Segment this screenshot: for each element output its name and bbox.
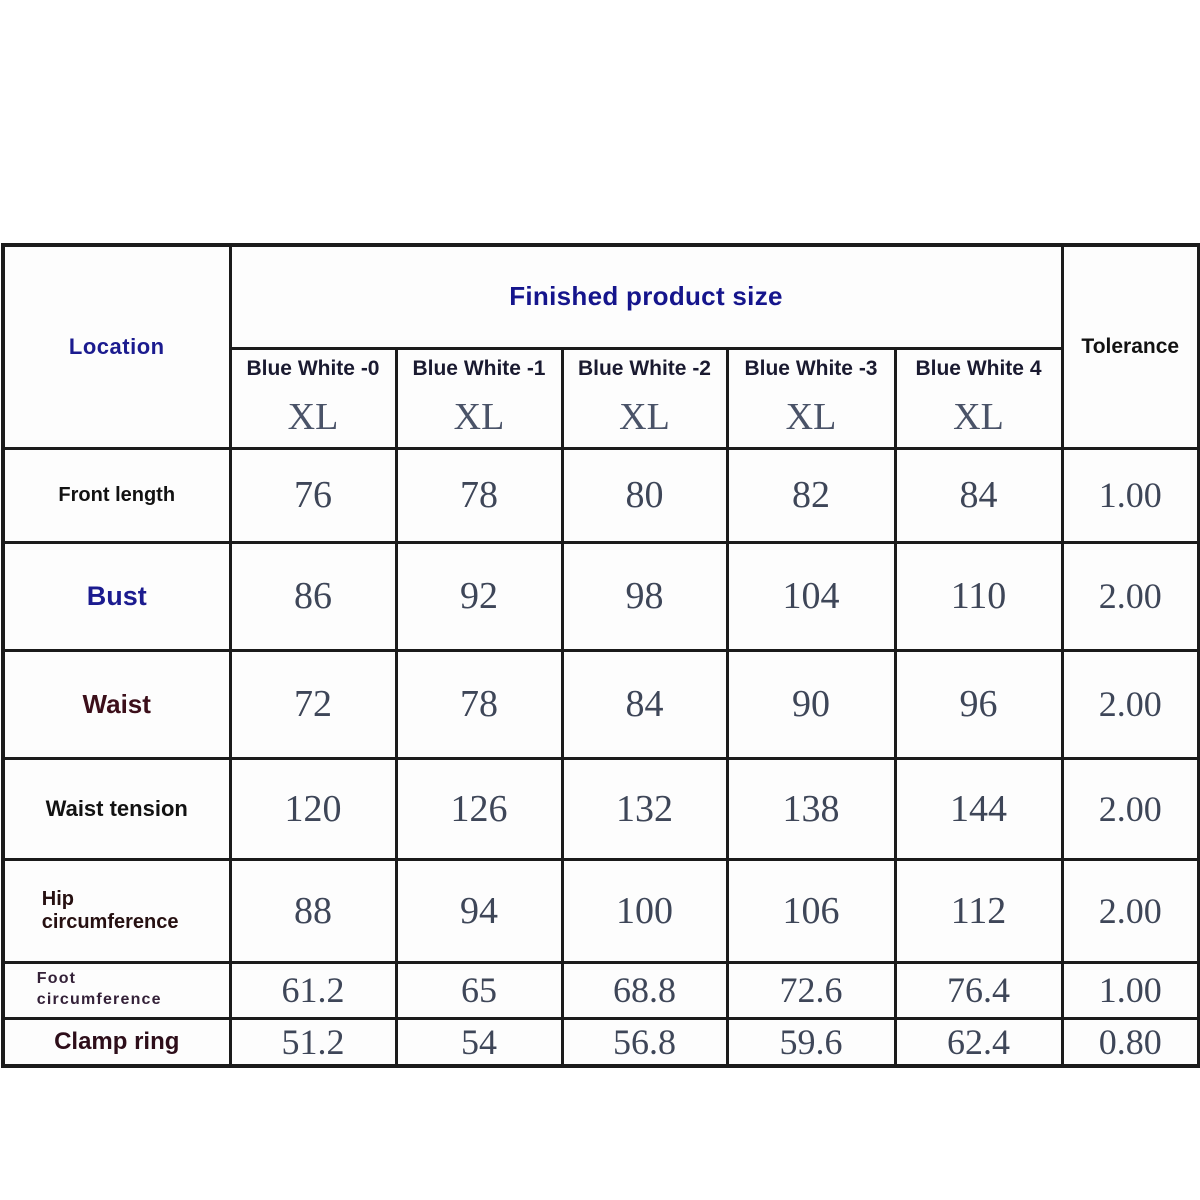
column-header-cell (230, 348, 396, 448)
row-label: Waist tension (45, 795, 188, 821)
value-cell: 88 (230, 859, 396, 962)
column-header-label: Blue White -0 (246, 357, 380, 380)
value-cell: 65 (396, 962, 562, 1018)
column-header-label: Blue White 4 (915, 357, 1042, 380)
value-cell: 76.4 (895, 962, 1062, 1018)
row-label-cell (3, 448, 230, 542)
row-label: Foot circumference (36, 970, 162, 1008)
value-cell: 104 (727, 542, 895, 650)
tolerance-cell: 2.00 (1062, 758, 1199, 859)
row-label-cell (3, 1018, 230, 1066)
value-cell: 78 (396, 448, 562, 542)
column-header-label: Blue White -1 (412, 357, 546, 380)
tolerance-cell: 1.00 (1062, 962, 1199, 1018)
value-cell: 98 (562, 542, 727, 650)
value-cell: 100 (562, 859, 727, 962)
table-row-bust (3, 542, 1199, 650)
value-cell: 72.6 (727, 962, 895, 1018)
value-cell: 76 (230, 448, 396, 542)
table-title: Finished product size (509, 281, 783, 312)
value-cell: 106 (727, 859, 895, 962)
table-row-waist-tension (3, 758, 1199, 859)
tolerance-cell: 1.00 (1062, 448, 1199, 542)
row-label-cell (3, 650, 230, 758)
tolerance-cell: 2.00 (1062, 859, 1199, 962)
row-label: Clamp ring (54, 1027, 180, 1055)
row-label-cell (3, 758, 230, 859)
value-cell: 61.2 (230, 962, 396, 1018)
value-cell: 56.8 (562, 1018, 727, 1066)
location-header-label: Location (68, 333, 165, 359)
tolerance-header-cell (1062, 245, 1199, 448)
value-cell: 72 (230, 650, 396, 758)
value-cell: 84 (562, 650, 727, 758)
value-cell: 92 (396, 542, 562, 650)
value-cell: 51.2 (230, 1018, 396, 1066)
row-label-cell (3, 859, 230, 962)
row-label-cell (3, 962, 230, 1018)
column-header-cell (895, 348, 1062, 448)
column-header-label: Blue White -3 (744, 357, 878, 380)
value-cell: 144 (895, 758, 1062, 859)
table-row-front-length (3, 448, 1199, 542)
value-cell: 120 (230, 758, 396, 859)
table-row-waist (3, 650, 1199, 758)
tolerance-header-label: Tolerance (1081, 334, 1180, 358)
value-cell: 96 (895, 650, 1062, 758)
table-row-clamp-ring (3, 1018, 1199, 1066)
tolerance-cell: 0.80 (1062, 1018, 1199, 1066)
value-cell: 112 (895, 859, 1062, 962)
value-cell: 80 (562, 448, 727, 542)
value-cell: 68.8 (562, 962, 727, 1018)
column-header-size: XL (785, 396, 837, 438)
value-cell: 90 (727, 650, 895, 758)
value-cell: 82 (727, 448, 895, 542)
column-header-size: XL (619, 396, 670, 438)
column-header-cell (396, 348, 562, 448)
row-label-cell (3, 542, 230, 650)
table-row-foot-circumference (3, 962, 1199, 1018)
value-cell: 59.6 (727, 1018, 895, 1066)
value-cell: 78 (396, 650, 562, 758)
tolerance-cell: 2.00 (1062, 542, 1199, 650)
value-cell: 138 (727, 758, 895, 859)
column-header-size: XL (453, 396, 505, 438)
tolerance-cell: 2.00 (1062, 650, 1199, 758)
value-cell: 94 (396, 859, 562, 962)
value-cell: 126 (396, 758, 562, 859)
value-cell: 62.4 (895, 1018, 1062, 1066)
value-cell: 132 (562, 758, 727, 859)
column-header-size: XL (953, 396, 1004, 438)
table-title-cell (230, 245, 1062, 348)
row-label: Bust (86, 580, 147, 611)
location-header-cell (3, 245, 230, 448)
value-cell: 110 (895, 542, 1062, 650)
value-cell: 84 (895, 448, 1062, 542)
value-cell: 54 (396, 1018, 562, 1066)
row-label: Hip circumference (41, 887, 179, 933)
column-header-size: XL (287, 396, 339, 438)
header-row-title (3, 245, 1199, 348)
column-header-cell (727, 348, 895, 448)
size-chart-table (1, 243, 1200, 1068)
table-row-hip-circumference (3, 859, 1199, 962)
value-cell: 86 (230, 542, 396, 650)
row-label: Waist (82, 688, 151, 719)
column-header-label: Blue White -2 (577, 357, 711, 380)
row-label: Front length (58, 483, 176, 506)
column-header-cell (562, 348, 727, 448)
